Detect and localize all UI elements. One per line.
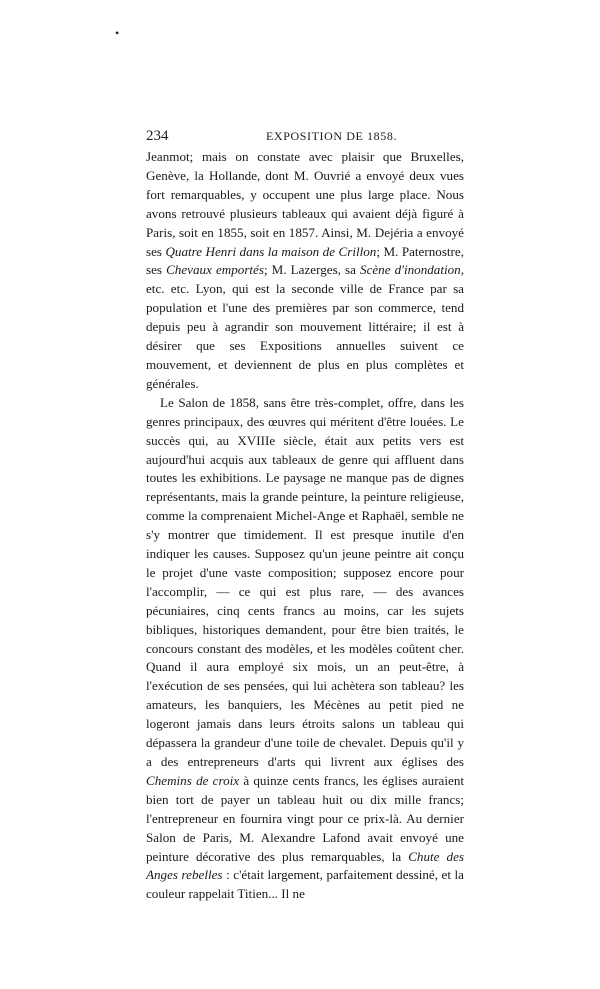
page-header: [146, 128, 464, 146]
italic-title: Chute des Anges rebelles: [146, 848, 464, 883]
text-run: Le Salon de 1858, sans être très-complet, offre, dans les genres principaux, des œuvres qui méritent d'être louées. Le succès qui, au XVIIIe siècle, était aux petits vers est aujourd'hui acquis aux tableaux de genre qui affluent dans toutes les exhibitions. Le paysage ne manque pas de dignes représentants, mais la grande peinture, la peinture religieuse, comme la comprenaient Michel-Ange et Raphaël, semble ne s'y montrer que timidement. Il est presque inutile d'en indiquer les causes. Supposez qu'un jeune peintre ait conçu le projet d'une vaste composition; supposez encore pour l'accomplir, — ce qui est plus rare, — des avances pécuniaires, cinq cents francs au moins, car les sujets bibliques, historiques demandent, pour être bien traités, le concours constant des modèles, et les modèles coûtent cher. Quand il aura employé six mois, un an peut-être, à l'exécution de ses pensées, qui lui achètera son tableau? les amateurs, les banquiers, les Mécènes au petit pied ne logeront jamais dans leurs étroits salons un tableau qui dépassera la grandeur d'une toile de chevalet. Depuis qu'il y a des entrepreneurs d'arts qui livrent aux églises des: [146, 394, 464, 769]
body-text: [146, 148, 464, 904]
paragraph: [146, 394, 464, 904]
italic-title: Scène d'inondation: [360, 262, 461, 278]
text-run: ; M. Paternostre, ses: [146, 243, 464, 278]
italic-title: Chevaux emportés: [166, 262, 264, 278]
italic-title: Chemins de croix: [146, 772, 240, 788]
page-number: 234: [146, 128, 169, 144]
italic-title: Quatre Henri dans la maison de Crillon: [165, 243, 377, 259]
ink-mark: •: [115, 26, 120, 40]
text-run: : c'était largement, parfaitement dessiné, et la couleur rappelait Titien... Il ne: [146, 867, 464, 902]
paragraph: [146, 148, 464, 394]
running-title: EXPOSITION DE 1858.: [266, 129, 398, 143]
text-run: ; M. Lazerges, sa: [263, 262, 361, 278]
text-run: , etc. etc. Lyon, qui est la seconde ville de France par sa population et l'une des premières par son commerce, tend depuis peu à agrandir son mouvement littéraire; il est à désirer que ses Expositions annuelles suivent ce mouvement, et deviennent de plus en plus complètes et générales.: [146, 262, 464, 391]
text-run: Jeanmot; mais on constate avec plaisir que Bruxelles, Genève, la Hollande, dont M. Ouvrié a envoyé deux vues fort remarquables, y occupent une plus large place. Nous avons retrouvé plusieurs tableaux qui avaient déjà figuré à Paris, soit en 1855, soit en 1857. Ainsi, M. Dejéria a envoyé ses: [146, 149, 464, 259]
text-run: à quinze cents francs, les églises auraient bien tort de payer un tableau huit ou dix mille francs; l'entrepreneur en fournira vingt pour ce prix-là. Au dernier Salon de Paris, M. Alexandre Lafond avait envoyé une peinture décorative des plus remarquables, la: [146, 772, 465, 864]
